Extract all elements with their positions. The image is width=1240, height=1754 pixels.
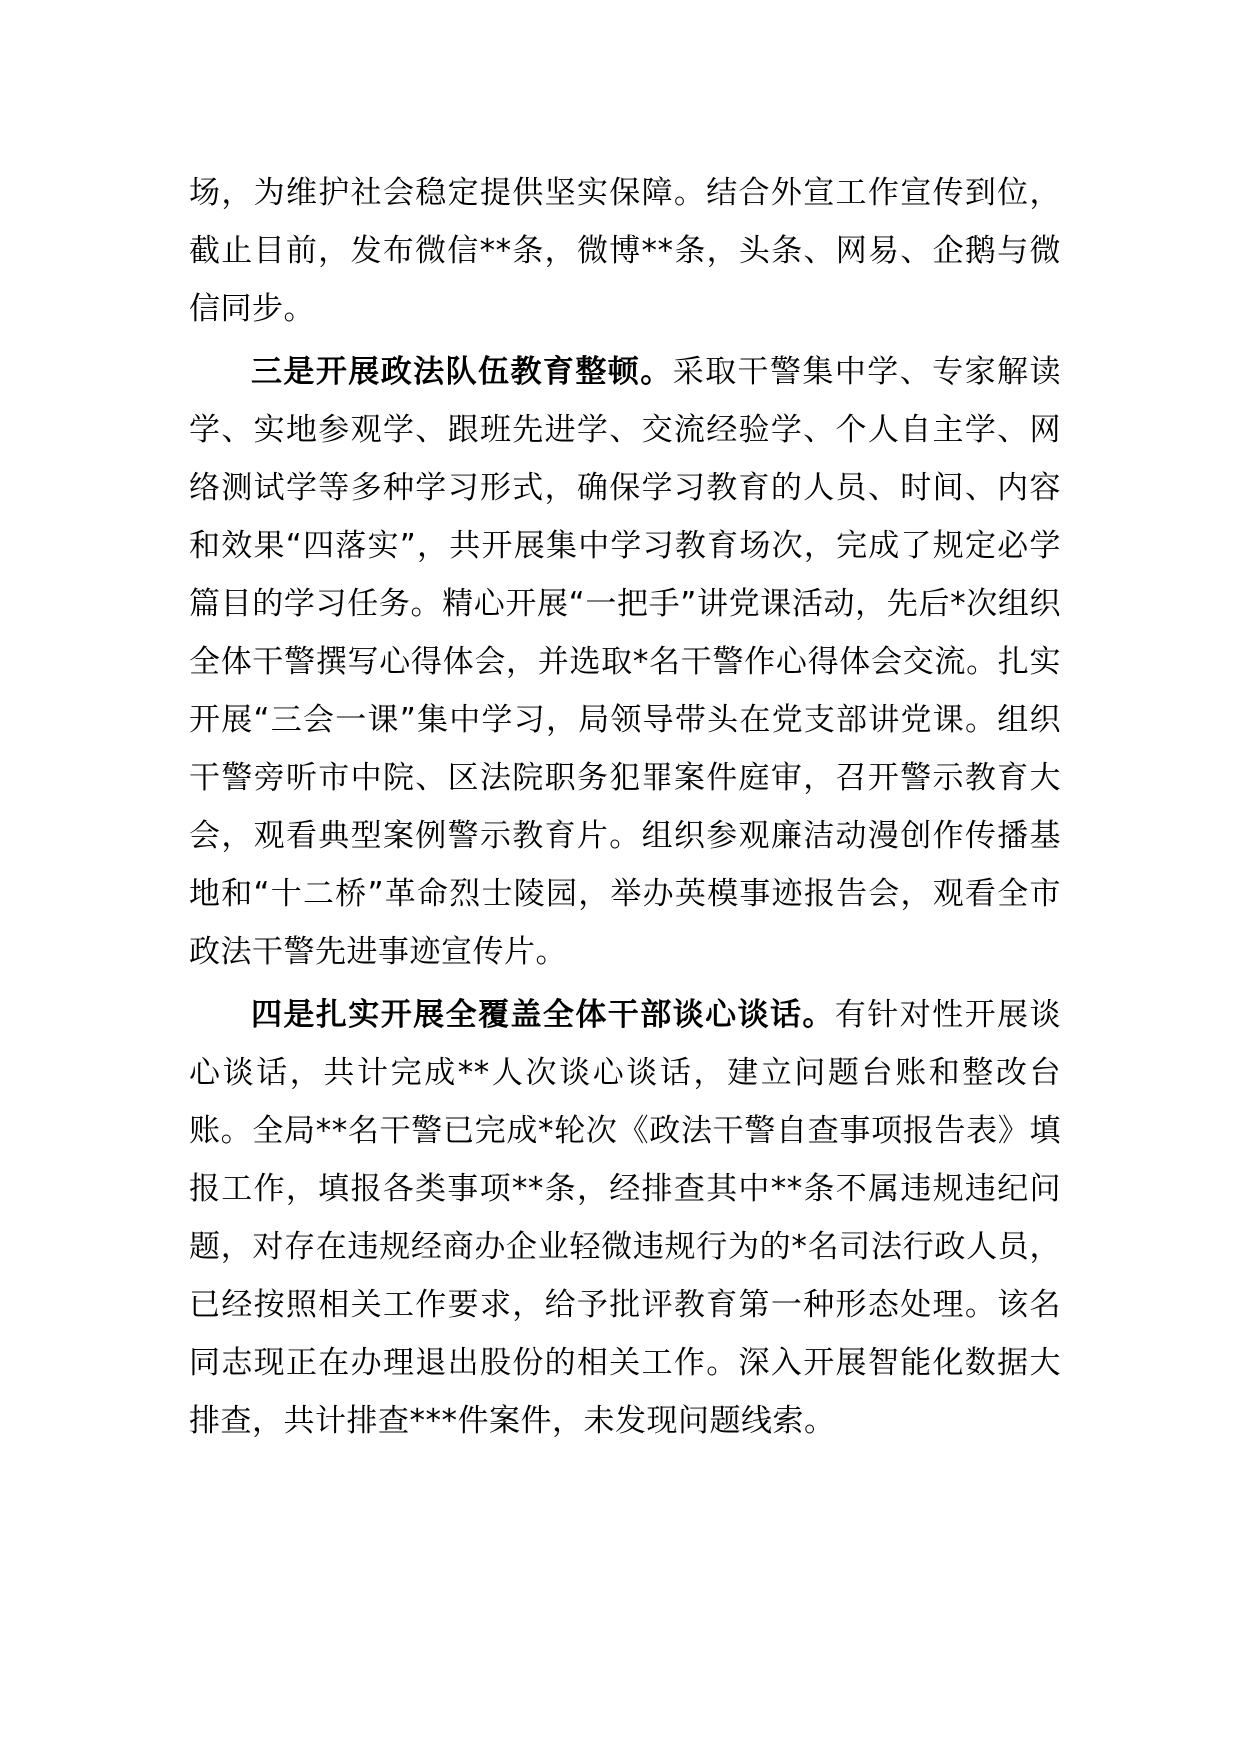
paragraph-education-rectification — [189, 343, 1061, 981]
document-page — [189, 164, 1061, 1455]
paragraph-heading: 四是扎实开展全覆盖全体干部谈心谈话。 — [251, 997, 835, 1033]
paragraph-heading: 三是开展政法队伍教育整顿。 — [251, 354, 673, 390]
paragraph-heart-to-heart-talks — [189, 986, 1061, 1450]
paragraph-body: 场，为维护社会稳定提供坚实保障。结合外宣工作宣传到位，截止目前，发布微信**条，微博**条，头条、网易、企鹅与微信同步。 — [189, 175, 1061, 327]
paragraph-body: 有针对性开展谈心谈话，共计完成**人次谈心谈话，建立问题台账和整改台账。全局**名干警已完成*轮次《政法干警自查事项报告表》填报工作，填报各类事项**条，经排查其中**条不属违规违纪问题，对存在违规经商办企业轻微违规行为的*名司法行政人员，已经按照相关工作要求，给予批评教育第一种形态处理。该名同志现正在办理退出股份的相关工作。深入开展智能化数据大排查，共计排查***件案件，未发现问题线索。 — [189, 997, 1061, 1439]
paragraph-continuation — [189, 164, 1061, 338]
paragraph-body: 采取干警集中学、专家解读学、实地参观学、跟班先进学、交流经验学、个人自主学、网络测试学等多种学习形式，确保学习教育的人员、时间、内容和效果“四落实”，共开展集中学习教育场次，完成了规定必学篇目的学习任务。精心开展“一把手”讲党课活动，先后*次组织全体干警撰写心得体会，并选取*名干警作心得体会交流。扎实开展“三会一课”集中学习，局领导带头在党支部讲党课。组织干警旁听市中院、区法院职务犯罪案件庭审，召开警示教育大会，观看典型案例警示教育片。组织参观廉洁动漫创作传播基地和“十二桥”革命烈士陵园，举办英模事迹报告会，观看全市政法干警先进事迹宣传片。 — [189, 354, 1061, 970]
